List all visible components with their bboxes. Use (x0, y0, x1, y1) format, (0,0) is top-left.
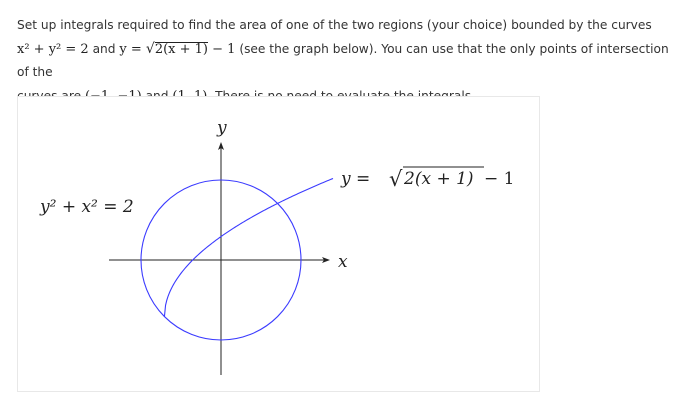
curve-label-rhs: − 1 (484, 169, 515, 189)
graph-svg (18, 97, 541, 393)
problem-line-2-text: (see the graph below). You can use that the only points of intersection of the (17, 41, 669, 79)
curve-label (340, 167, 514, 191)
circle-equation: x² + y² = 2 (17, 41, 89, 57)
sqrt-equation-rhs: − 1 (208, 41, 236, 57)
curve-label-lhs: y = (341, 169, 371, 189)
connector-and: and (92, 41, 116, 56)
circle-label-text: y² + x² = 2 (40, 197, 134, 217)
problem-line-2 (17, 38, 682, 85)
y-axis-label: y (217, 118, 227, 138)
sqrt-equation-radicand: 2(x + 1) (154, 41, 208, 57)
problem-line-1 (17, 14, 682, 38)
sqrt-equation (119, 42, 235, 57)
sqrt-symbol: √ (145, 40, 155, 57)
sqrt-equation-lhs: y = (119, 41, 146, 57)
circle-label (39, 197, 134, 217)
problem-line-1-text: Set up integrals required to find the area of one of the two regions (your choice) bounded by the curves (17, 18, 652, 32)
curve-label-sqrt-symbol: √ (389, 167, 403, 191)
x-axis-label: x (338, 252, 348, 272)
sqrt-curve (164, 178, 333, 316)
graph-figure (17, 96, 540, 392)
problem-statement (17, 14, 682, 108)
curve-label-radicand: 2(x + 1) (404, 169, 474, 189)
